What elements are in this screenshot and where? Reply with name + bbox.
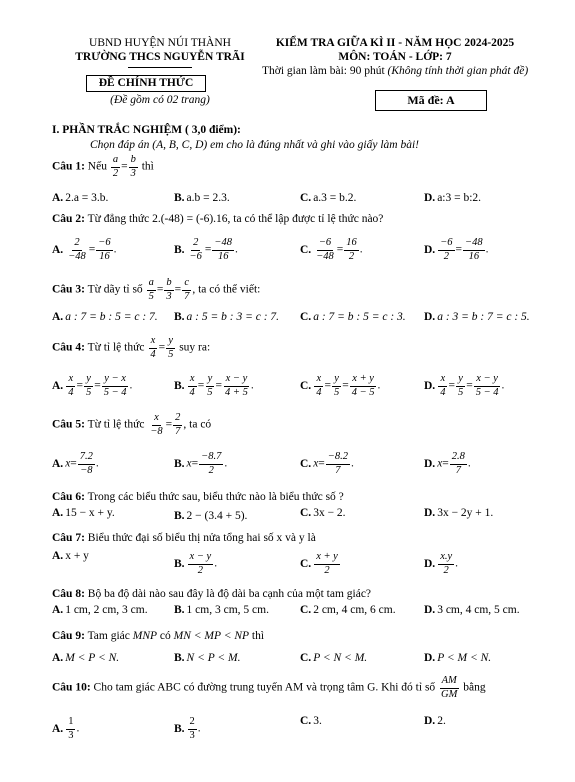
question-9: Câu 9: Tam giác MNP có MN < MP < NP thì	[52, 630, 265, 642]
q9-option-a[interactable]: A. M < P < N.	[52, 652, 120, 664]
question-1: Câu 1: Nếu $\frac{a}{2}$ = $\frac{b}{3}$ thì	[52, 154, 154, 179]
q2-option-d[interactable]: D. $\frac{-6}{2}$ = $\frac{-48}{16}$ .	[424, 237, 489, 262]
q9-option-b[interactable]: B. N < P < M.	[174, 652, 241, 664]
q8-option-c[interactable]: C. 2 cm, 4 cm, 6 cm.	[300, 604, 396, 616]
q3-option-d[interactable]: D. a : 3 = b : 7 = c : 5.	[424, 311, 530, 323]
q8-option-b[interactable]: B. 1 cm, 3 cm, 5 cm.	[174, 604, 269, 616]
q1-option-a[interactable]: A. 2.a = 3.b.	[52, 192, 109, 204]
q2-option-b[interactable]: B. $\frac{2}{-6}$ = $\frac{-48}{16}$ .	[174, 237, 238, 262]
q5-option-d[interactable]: D. x= $\frac{2.8}{7}$ .	[424, 451, 471, 476]
q5-option-a[interactable]: A. x= $\frac{7.2}{-8}$ .	[52, 451, 99, 476]
q1-option-c[interactable]: C. a.3 = b.2.	[300, 192, 357, 204]
q4-option-a[interactable]: A. $\frac{x}{4}$ = $\frac{y}{5}$ = $\frac{y - x}{5 - 4}$ .	[52, 373, 133, 398]
question-6: Câu 6: Trong các biểu thức sau, biểu thức nào là biểu thức số ?	[52, 491, 344, 503]
question-7: Câu 7: Biểu thức đại số biểu thị nửa tổng hai số x và y là	[52, 532, 316, 544]
q10-option-d[interactable]: D. 2.	[424, 715, 446, 727]
q2-option-a[interactable]: A. $\frac{2}{-48}$ = $\frac{-6}{16}$ .	[52, 237, 117, 262]
section-instruction: Chọn đáp án (A, B, C, D) em cho là đúng nhất và ghi vào giấy làm bài!	[90, 139, 419, 151]
q3-option-a[interactable]: A. a : 7 = b : 5 = c : 7.	[52, 311, 158, 323]
question-3: Câu 3: Từ dãy tỉ số $\frac{a}{5}$ = $\frac{b}{3}$ = $\frac{c}{7}$ , ta có thể viết:	[52, 277, 261, 302]
question-4: Câu 4: Từ tỉ lệ thức $\frac{x}{4}$ = $\frac{y}{5}$ suy ra:	[52, 335, 211, 360]
q3-option-c[interactable]: C. a : 7 = b : 5 = c : 3.	[300, 311, 406, 323]
school-underline	[128, 67, 192, 68]
q6-option-a[interactable]: A. 15 − x + y.	[52, 507, 115, 519]
section-title: I. PHẦN TRẮC NGHIỆM ( 3,0 điểm):	[52, 124, 241, 136]
q5-option-c[interactable]: C. x= $\frac{-8.2}{7}$ .	[300, 451, 354, 476]
school-name: TRƯỜNG THCS NGUYỄN TRÃI	[75, 51, 245, 63]
question-2: Câu 2: Từ đẳng thức 2.(-48) = (-6).16, ta có thể lập được tỉ lệ thức nào?	[52, 213, 384, 225]
q9-option-d[interactable]: D. P < M < N.	[424, 652, 492, 664]
q4-option-d[interactable]: D. $\frac{x}{4}$ = $\frac{y}{5}$ = $\frac{x - y}{5 - 4}$ .	[424, 373, 505, 398]
q7-option-c[interactable]: C. $\frac{x + y}{2}$	[300, 551, 338, 576]
time-label: Thời gian làm bài: 90 phút	[262, 65, 385, 77]
q10-option-c[interactable]: C. 3.	[300, 715, 322, 727]
question-8: Câu 8: Bộ ba độ dài nào sau đây là độ dài ba cạnh của một tam giác?	[52, 588, 372, 600]
q2-option-c[interactable]: C. $\frac{-6}{-48}$ = $\frac{16}{2}$ .	[300, 237, 363, 262]
q10-option-b[interactable]: B. $\frac{2}{3}$ .	[174, 716, 201, 741]
q6-option-c[interactable]: C. 3x − 2.	[300, 507, 346, 519]
q9-option-c[interactable]: C. P < N < M.	[300, 652, 368, 664]
q6-option-b[interactable]: B. 2 − (3.4 + 5).	[174, 510, 248, 522]
q4-option-c[interactable]: C. $\frac{x}{4}$ = $\frac{y}{5}$ = $\frac{x + y}{4 - 5}$ .	[300, 373, 381, 398]
q6-option-d[interactable]: D. 3x − 2y + 1.	[424, 507, 494, 519]
subject-line: MÔN: TOÁN - LỚP: 7	[338, 51, 452, 63]
exam-title: KIỂM TRA GIỮA KÌ II - NĂM HỌC 2024-2025	[275, 37, 515, 49]
q7-option-b[interactable]: B. $\frac{x - y}{2}$ .	[174, 551, 218, 576]
time-line	[262, 65, 528, 77]
q5-option-b[interactable]: B. x= $\frac{-8.7}{2}$ .	[174, 451, 228, 476]
q1-option-b[interactable]: B. a.b = 2.3.	[174, 192, 230, 204]
district-name: UBND HUYỆN NÚI THÀNH	[89, 37, 231, 49]
question-5: Câu 5: Từ tỉ lệ thức $\frac{x}{-8}$ = $\frac{2}{7}$ , ta có	[52, 412, 212, 437]
exam-code-box: Mã đề: A	[375, 90, 487, 111]
pages-note: (Đề gồm có 02 trang)	[110, 94, 210, 106]
q10-option-a[interactable]: A. $\frac{1}{3}$ .	[52, 716, 80, 741]
q8-option-d[interactable]: D. 3 cm, 4 cm, 5 cm.	[424, 604, 520, 616]
official-badge: ĐỀ CHÍNH THỨC	[86, 75, 206, 92]
time-note: (Không tính thời gian phát đề)	[387, 65, 529, 77]
q7-option-d[interactable]: D. $\frac{x.y}{2}$ .	[424, 551, 459, 576]
q8-option-a[interactable]: A. 1 cm, 2 cm, 3 cm.	[52, 604, 148, 616]
q4-option-b[interactable]: B. $\frac{x}{4}$ = $\frac{y}{5}$ = $\frac{x - y}{4 + 5}$ .	[174, 373, 254, 398]
q3-option-b[interactable]: B. a : 5 = b : 3 = c : 7.	[174, 311, 280, 323]
q1-option-d[interactable]: D. a:3 = b:2.	[424, 192, 482, 204]
q7-option-a[interactable]: A. x + y	[52, 550, 89, 562]
question-10: Câu 10: Cho tam giác ABC có đường trung tuyến AM và trọng tâm G. Khi đó tỉ số $\frac{AM}{GM}$ bằng	[52, 675, 486, 700]
